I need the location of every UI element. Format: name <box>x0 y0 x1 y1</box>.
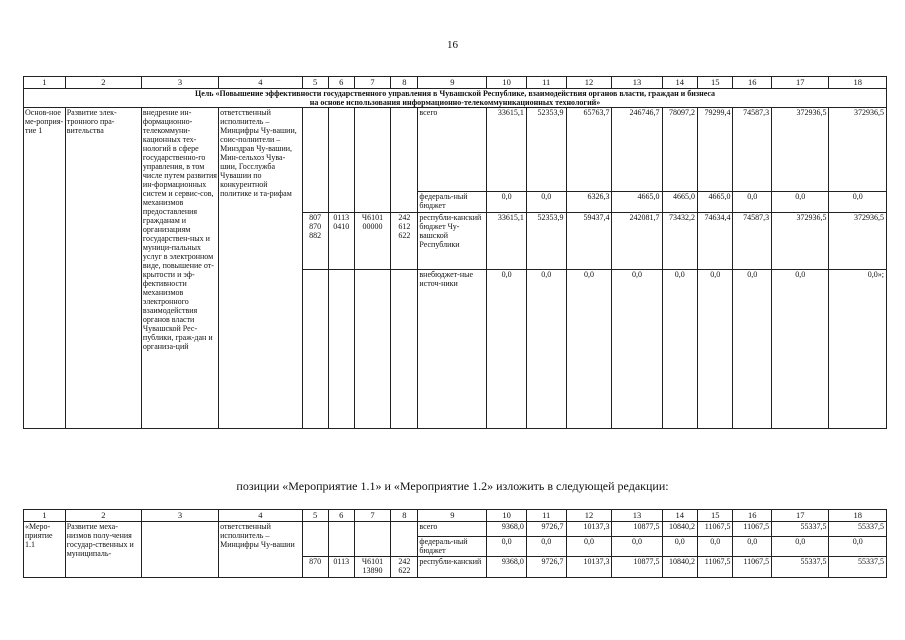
value-cell: 11067,5 <box>697 557 732 578</box>
empty-cell <box>391 269 418 428</box>
value-cell: 10840,2 <box>662 557 697 578</box>
source-label: федераль-ный бюджет <box>418 191 487 212</box>
page-number: 16 <box>447 39 458 51</box>
code-target-article: Ч6101 00000 <box>354 212 391 269</box>
column-number: 9 <box>418 510 487 522</box>
code-section: 0113 <box>328 557 354 578</box>
column-number: 5 <box>302 77 328 89</box>
value-cell: 55337,5 <box>829 522 887 537</box>
value-cell: 9726,7 <box>526 557 566 578</box>
empty-cell <box>328 522 354 557</box>
value-cell: 74587,3 <box>733 108 772 192</box>
executor-cell <box>219 108 302 429</box>
value-cell: 11067,5 <box>733 522 772 537</box>
value-cell: 0,0 <box>487 537 527 557</box>
value-cell: 372936,5 <box>829 108 887 192</box>
goal-row <box>24 89 887 108</box>
goal-title-line2: на основе использования информационно-телекоммуникационных технологий» <box>309 98 601 107</box>
value-cell: 73432,2 <box>662 212 697 269</box>
column-number: 16 <box>733 77 772 89</box>
value-cell: 372936,5 <box>772 108 829 192</box>
column-number: 11 <box>526 77 566 89</box>
value-cell: 65763,7 <box>566 108 612 192</box>
source-label: федераль-ный бюджет <box>418 537 487 557</box>
value-cell: 0,0 <box>697 537 732 557</box>
column-number: 1 <box>24 77 66 89</box>
value-cell: 0,0 <box>772 269 829 428</box>
empty-cell <box>302 269 328 428</box>
empty-cell <box>391 108 418 213</box>
column-number: 17 <box>772 510 829 522</box>
value-cell: 10877,5 <box>612 557 662 578</box>
empty-cell <box>354 269 391 428</box>
source-label: внебюджет-ные источ-ники <box>418 269 487 428</box>
table-row <box>24 108 887 192</box>
value-cell: 10137,3 <box>566 522 612 537</box>
activity-name-cell <box>24 522 66 578</box>
column-number: 4 <box>219 510 302 522</box>
value-cell: 0,0 <box>829 191 887 212</box>
empty-cell <box>354 522 391 557</box>
empty-cell <box>302 522 328 557</box>
value-cell: 0,0»; <box>829 269 887 428</box>
column-number: 5 <box>302 510 328 522</box>
value-cell: 10877,5 <box>612 522 662 537</box>
value-cell: 55337,5 <box>772 557 829 578</box>
activity-title-cell <box>65 108 141 429</box>
code-grbs: 807 870 882 <box>302 212 328 269</box>
source-label: всего <box>418 522 487 537</box>
value-cell: 0,0 <box>733 537 772 557</box>
value-cell: 10840,2 <box>662 522 697 537</box>
column-number: 15 <box>697 510 732 522</box>
value-cell: 33615,1 <box>487 108 527 192</box>
column-number: 8 <box>391 510 418 522</box>
column-number: 3 <box>141 77 218 89</box>
activity-title-cell <box>65 522 141 578</box>
value-cell: 10137,3 <box>566 557 612 578</box>
value-cell: 9368,0 <box>487 522 527 537</box>
value-cell: 242081,7 <box>612 212 662 269</box>
empty-cell <box>302 108 328 213</box>
value-cell: 0,0 <box>733 269 772 428</box>
activity-name: «Меро-приятие 1.1 <box>25 522 53 549</box>
column-number: 10 <box>487 510 527 522</box>
value-cell: 0,0 <box>487 269 527 428</box>
column-number: 2 <box>65 77 141 89</box>
column-number: 11 <box>526 510 566 522</box>
value-cell: 55337,5 <box>772 522 829 537</box>
value-cell: 9726,7 <box>526 522 566 537</box>
value-cell: 4665,0 <box>612 191 662 212</box>
empty-cell <box>354 108 391 213</box>
column-number: 17 <box>772 77 829 89</box>
column-number: 15 <box>697 77 732 89</box>
value-cell: 0,0 <box>612 269 662 428</box>
code-section: 0113 0410 <box>328 212 354 269</box>
column-header-row <box>24 510 887 522</box>
empty-cell <box>328 108 354 213</box>
source-label: республи-канский <box>418 557 487 578</box>
activity-description: внедрение ин-формационно-телекоммуни-кационных тех-нологий в сфере государственно-го управления, в том числе путем развития ин-формационных систем и сервис-сов, механизмов предоставления гражданам и организациям государствен-ных и муници-пальных услуг в электронном виде, повышение от-крытости и эф-фективности механизмов электронного взаимодействия органов власти Чувашской Рес-публики, граж-дан и организа-ций <box>142 108 217 351</box>
code-expense-group: 242 622 <box>391 557 418 578</box>
column-number: 18 <box>829 510 887 522</box>
redaction-instruction: позиции «Мероприятие 1.1» и «Мероприятие 1.2» изложить в следующей редакции: <box>236 479 669 493</box>
activity-description-cell <box>141 522 218 578</box>
column-number: 18 <box>829 77 887 89</box>
column-number: 13 <box>612 77 662 89</box>
value-cell: 79299,4 <box>697 108 732 192</box>
column-number: 9 <box>418 77 487 89</box>
column-number: 1 <box>24 510 66 522</box>
value-cell: 0,0 <box>526 537 566 557</box>
value-cell: 9368,0 <box>487 557 527 578</box>
value-cell: 11067,5 <box>733 557 772 578</box>
value-cell: 372936,5 <box>772 212 829 269</box>
value-cell: 0,0 <box>566 269 612 428</box>
value-cell: 33615,1 <box>487 212 527 269</box>
table-row <box>24 522 887 537</box>
value-cell: 52353,9 <box>526 212 566 269</box>
column-number: 10 <box>487 77 527 89</box>
value-cell: 74587,3 <box>733 212 772 269</box>
value-cell: 59437,4 <box>566 212 612 269</box>
column-number: 14 <box>662 77 697 89</box>
value-cell: 0,0 <box>487 191 527 212</box>
value-cell: 52353,9 <box>526 108 566 192</box>
value-cell: 0,0 <box>526 269 566 428</box>
code-target-article: Ч6101 13890 <box>354 557 391 578</box>
source-label: всего <box>418 108 487 192</box>
activity-name-cell <box>24 108 66 429</box>
value-cell: 0,0 <box>829 537 887 557</box>
activity-title: Развитие меха-низмов полу-чения государ-ственных и муниципаль- <box>66 522 134 558</box>
value-cell: 246746,7 <box>612 108 662 192</box>
goal-title-line1: Цель «Повышение эффективности государственного управления в Чувашской Республике, взаимодействия органов власти, граждан и бизнеса <box>194 89 716 98</box>
value-cell: 0,0 <box>772 537 829 557</box>
column-number: 7 <box>354 510 391 522</box>
value-cell: 0,0 <box>526 191 566 212</box>
column-number: 3 <box>141 510 218 522</box>
value-cell: 0,0 <box>697 269 732 428</box>
value-cell: 11067,5 <box>697 522 732 537</box>
column-number: 6 <box>328 77 354 89</box>
column-number: 8 <box>391 77 418 89</box>
column-number: 4 <box>219 77 302 89</box>
program-table <box>23 76 887 429</box>
column-number: 14 <box>662 510 697 522</box>
code-expense-group: 242 612 622 <box>391 212 418 269</box>
column-number: 7 <box>354 77 391 89</box>
value-cell: 0,0 <box>772 191 829 212</box>
activity-table <box>23 509 887 578</box>
source-label: республи-канский бюджет Чу-вашской Республики <box>418 212 487 269</box>
column-number: 13 <box>612 510 662 522</box>
column-number: 12 <box>566 510 612 522</box>
value-cell: 0,0 <box>662 269 697 428</box>
column-number: 16 <box>733 510 772 522</box>
value-cell: 0,0 <box>612 537 662 557</box>
value-cell: 78097,2 <box>662 108 697 192</box>
column-number: 6 <box>328 510 354 522</box>
empty-cell <box>328 269 354 428</box>
value-cell: 4665,0 <box>697 191 732 212</box>
value-cell: 6326,3 <box>566 191 612 212</box>
value-cell: 0,0 <box>566 537 612 557</box>
value-cell: 372936,5 <box>829 212 887 269</box>
empty-cell <box>391 522 418 557</box>
code-grbs: 870 <box>302 557 328 578</box>
activity-description-cell <box>141 108 218 429</box>
executor-text: ответственный исполнитель – Минцифры Чу-вашии, соис-полнители – Минздрав Чу-вашии, Мин-сельхоз Чува-шии, Госслужба Чувашии по конкурентной политике и та-рифам <box>220 108 297 198</box>
executor-cell <box>219 522 302 578</box>
column-header-row <box>24 77 887 89</box>
value-cell: 4665,0 <box>662 191 697 212</box>
value-cell: 55337,5 <box>829 557 887 578</box>
executor-text: ответственный исполнитель – Минцифры Чу-вашии <box>220 522 295 549</box>
activity-title: Развитие элек-тронного пра-вительства <box>66 108 117 135</box>
column-number: 12 <box>566 77 612 89</box>
value-cell: 0,0 <box>733 191 772 212</box>
column-number: 2 <box>65 510 141 522</box>
value-cell: 0,0 <box>662 537 697 557</box>
activity-name: Основ-ное ме-роприя-тие 1 <box>25 108 64 135</box>
value-cell: 74634,4 <box>697 212 732 269</box>
